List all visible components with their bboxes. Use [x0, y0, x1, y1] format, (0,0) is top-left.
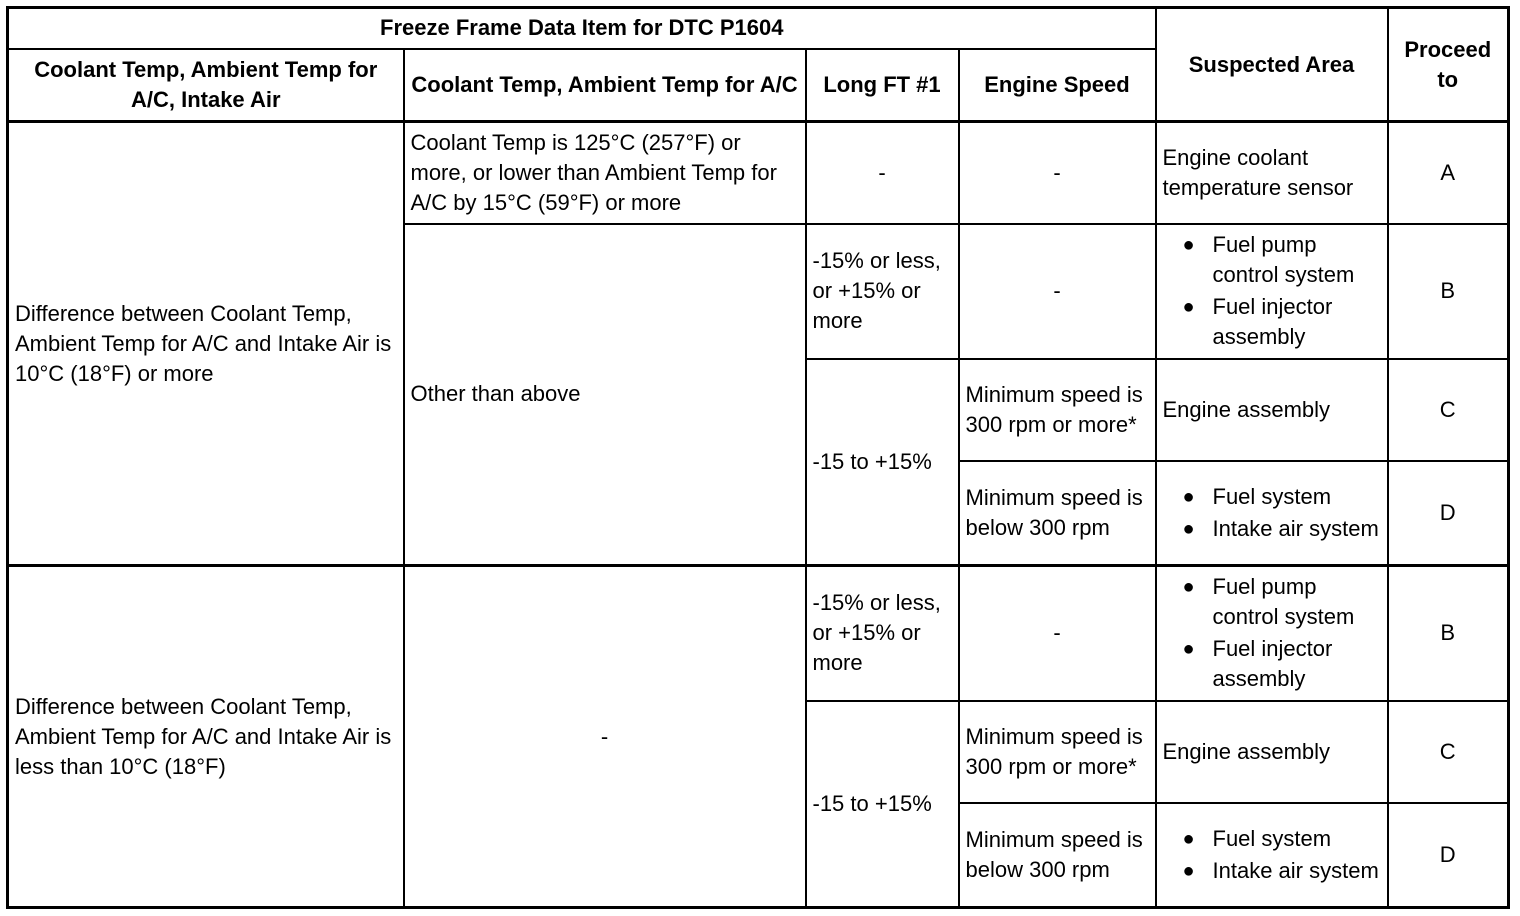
long-ft-header: Long FT #1 — [806, 49, 959, 122]
group1-r3-area: Engine assembly — [1156, 359, 1388, 461]
bullet-item: ● Intake air system — [1183, 856, 1381, 886]
group1-r1-long-ft: - — [806, 122, 959, 224]
group2-r1-area — [1156, 566, 1388, 701]
group1-r2-long-ft: -15% or less, or +15% or more — [806, 224, 959, 359]
group1-coolant-cell: Coolant Temp is 125°C (257°F) or more, or lower than Ambient Temp for A/C by 15°C (59°F) or more — [404, 122, 806, 224]
group2-condition-cell: Difference between Coolant Temp, Ambient Temp for A/C and Intake Air is less than 10°C (18°F) — [8, 566, 404, 908]
group2-r3-engine-speed: Minimum speed is below 300 rpm — [959, 803, 1156, 908]
group1-condition-cell: Difference between Coolant Temp, Ambient Temp for A/C and Intake Air is 10°C (18°F) or more — [8, 122, 404, 566]
proceed-to-header: Proceed to — [1388, 8, 1509, 122]
group1-range-cell: -15 to +15% — [806, 359, 959, 566]
group2-coolant-cell: - — [404, 566, 806, 908]
suspected-area-header: Suspected Area — [1156, 8, 1388, 122]
group2-r1-engine-speed: - — [959, 566, 1156, 701]
bullet-item: ● Fuel pump control system — [1183, 572, 1381, 632]
engine-speed-header: Engine Speed — [959, 49, 1156, 122]
group2-range-cell: -15 to +15% — [806, 701, 959, 908]
group2-r1-long-ft: -15% or less, or +15% or more — [806, 566, 959, 701]
group1-r4-engine-speed: Minimum speed is below 300 rpm — [959, 461, 1156, 566]
group1-r2-area — [1156, 224, 1388, 359]
group2-r3-proceed: D — [1388, 803, 1509, 908]
group1-r4-proceed: D — [1388, 461, 1509, 566]
group1-r2-proceed: B — [1388, 224, 1509, 359]
group1-r3-engine-speed: Minimum speed is 300 rpm or more* — [959, 359, 1156, 461]
group2-r3-area — [1156, 803, 1388, 908]
bullet-item: ● Intake air system — [1183, 514, 1381, 544]
group1-r2-engine-speed: - — [959, 224, 1156, 359]
group2-r1-proceed: B — [1388, 566, 1509, 701]
group1-r1-engine-speed: - — [959, 122, 1156, 224]
group1-r4-area — [1156, 461, 1388, 566]
bullet-item: ● Fuel system — [1183, 482, 1381, 512]
group1-r1-proceed: A — [1388, 122, 1509, 224]
coolant-ambient-intake-header: Coolant Temp, Ambient Temp for A/C, Intake Air — [8, 49, 404, 122]
bullet-item: ● Fuel pump control system — [1183, 230, 1381, 290]
group1-other-cell: Other than above — [404, 224, 806, 566]
bullet-item: ● Fuel injector assembly — [1183, 292, 1381, 352]
group2-r2-area: Engine assembly — [1156, 701, 1388, 803]
group2-r2-engine-speed: Minimum speed is 300 rpm or more* — [959, 701, 1156, 803]
group-title-header: Freeze Frame Data Item for DTC P1604 — [8, 8, 1156, 49]
coolant-ambient-header: Coolant Temp, Ambient Temp for A/C — [404, 49, 806, 122]
bullet-item: ● Fuel injector assembly — [1183, 634, 1381, 694]
dtc-table — [6, 6, 1510, 909]
bullet-item: ● Fuel system — [1183, 824, 1381, 854]
group1-r1-area: Engine coolant temperature sensor — [1156, 122, 1388, 224]
group1-r3-proceed: C — [1388, 359, 1509, 461]
group2-r2-proceed: C — [1388, 701, 1509, 803]
